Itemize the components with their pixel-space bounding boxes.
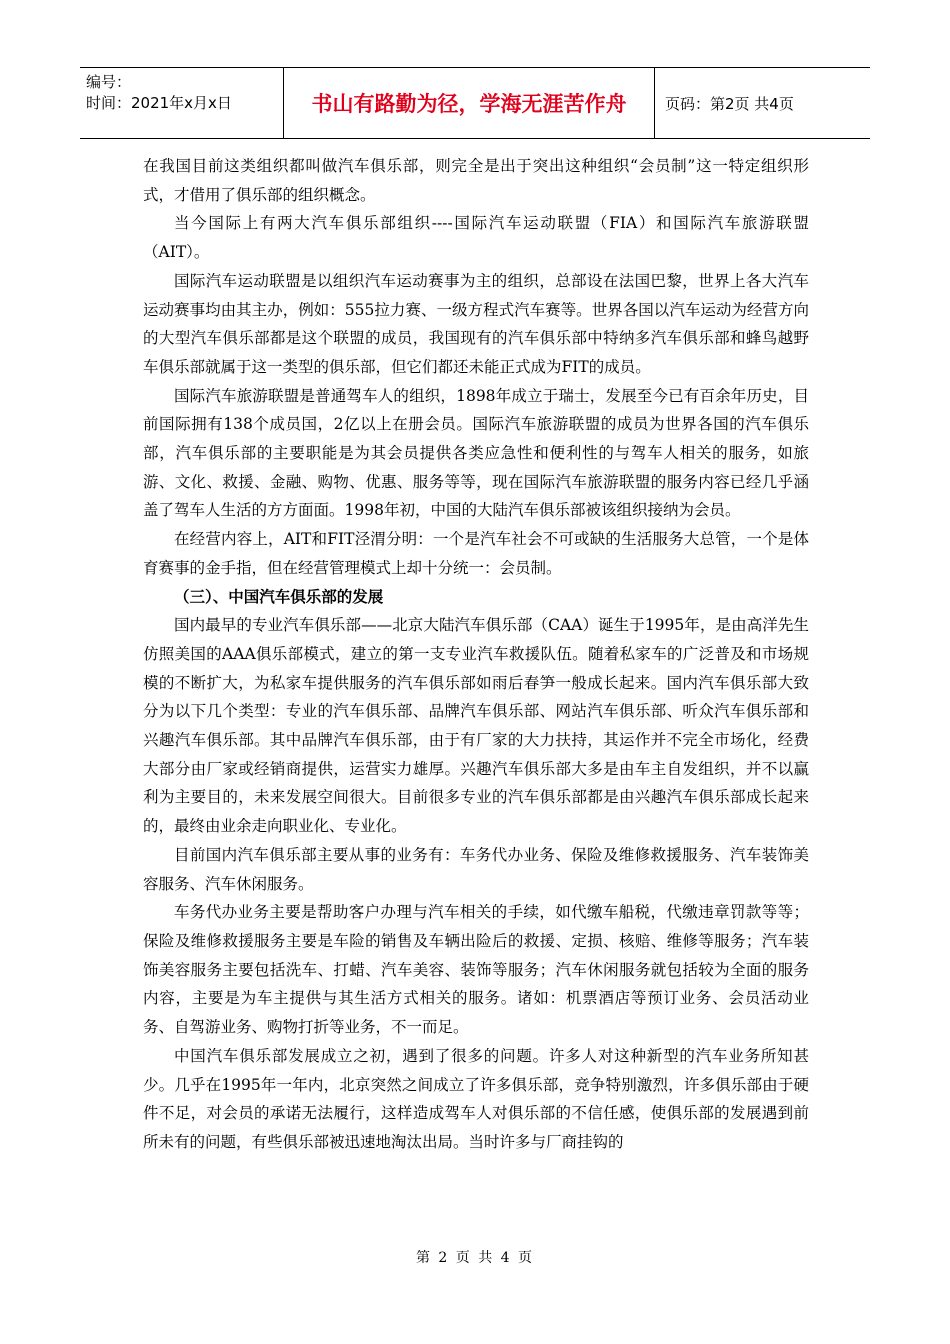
page-footer: 第 2 页 共 4 页: [415, 1250, 535, 1266]
page-header: [80, 67, 870, 139]
document-body: [143, 152, 809, 1157]
paragraph: 当今国际上有两大汽车俱乐部组织----国际汽车运动联盟（FIA）和国际汽车旅游联盟（AIT）。: [143, 214, 809, 262]
document-number-label: 编号：: [86, 73, 132, 91]
header-motto: 书山有路勤为径，学海无涯苦作舟: [283, 68, 655, 138]
paragraph: 在我国目前这类组织都叫做汽车俱乐部，则完全是出于突出这种组织“会员制”这一特定组织形式，才借用了俱乐部的组织概念。: [143, 157, 809, 204]
header-meta: [80, 68, 283, 138]
paragraph: 国际汽车运动联盟是以组织汽车运动赛事为主的组织，总部设在法国巴黎，世界上各大汽车运动赛事均由其主办，例如：555拉力赛、一级方程式汽车赛等。世界各国以汽车运动为经营方向的大型汽车俱乐部都是这个联盟的成员，我国现有的汽车俱乐部中特纳多汽车俱乐部和蜂鸟越野车俱乐部就属于这一类型的俱乐部，但它们都还未能正式成为FIT的成员。: [143, 271, 809, 376]
section-heading: （三）、中国汽车俱乐部的发展: [174, 587, 384, 606]
paragraph: 国际汽车旅游联盟是普通驾车人的组织，1898年成立于瑞士，发展至今已有百余年历史，目前国际拥有138个成员国，2亿以上在册会员。国际汽车旅游联盟的成员为世界各国的汽车俱乐部，汽车俱乐部的主要职能是为其会员提供各类应急性和便利性的与驾车人相关的服务，如旅游、文化、救援、金融、购物、优惠、服务等等，现在国际汽车旅游联盟的服务内容已经几乎涵盖了驾车人生活的方方面面。1998年初，中国的大陆汽车俱乐部被该组织接纳为会员。: [143, 386, 809, 520]
paragraph: 车务代办业务主要是帮助客户办理与汽车相关的手续，如代缴车船税，代缴违章罚款等等；保险及维修救援服务主要是车险的销售及车辆出险后的救援、定损、核赔、维修等服务；汽车装饰美容服务主要包括洗车、打蜡、汽车美容、装饰等服务；汽车休闲服务就包括较为全面的服务内容，主要是为车主提供与其生活方式相关的服务。诸如：机票酒店等预订业务、会员活动业务、自驾游业务、购物打折等业务，不一而足。: [143, 903, 809, 1037]
paragraph: 国内最早的专业汽车俱乐部——北京大陆汽车俱乐部（CAA）诞生于1995年，是由高洋先生仿照美国的AAA俱乐部模式，建立的第一支专业汽车救援队伍。随着私家车的广泛普及和市场规模的不断扩大，为私家车提供服务的汽车俱乐部如雨后春笋一般成长起来。国内汽车俱乐部大致分为以下几个类型：专业的汽车俱乐部、品牌汽车俱乐部、网站汽车俱乐部、听众汽车俱乐部和兴趣汽车俱乐部。其中品牌汽车俱乐部，由于有厂家的大力扶持，其运作并不完全市场化，经费大部分由厂家或经销商提供，运营实力雄厚。兴趣汽车俱乐部大多是由车主自发组织，并不以赢利为主要目的，未来发展空间很大。目前很多专业的汽车俱乐部都是由兴趣汽车俱乐部成长起来的，最终由业余走向职业化、专业化。: [143, 616, 809, 836]
paragraph: 中国汽车俱乐部发展成立之初，遇到了很多的问题。许多人对这种新型的汽车业务所知甚少。几乎在1995年一年内，北京突然之间成立了许多俱乐部，竞争特别激烈，许多俱乐部由于硬件不足，对会员的承诺无法履行，这样造成驾车人对俱乐部的不信任感，使俱乐部的发展遇到前所未有的问题，有些俱乐部被迅速地淘汰出局。当时许多与厂商挂钩的: [143, 1046, 809, 1151]
paragraph: 目前国内汽车俱乐部主要从事的业务有：车务代办业务、保险及维修救援服务、汽车装饰美容服务、汽车休闲服务。: [143, 845, 809, 893]
header-page-number: 页码：第2页 共4页: [665, 94, 794, 113]
paragraph: 在经营内容上，AIT和FIT泾渭分明：一个是汽车社会不可或缺的生活服务大总管，一个是体育赛事的金手指，但在经营管理模式上却十分统一：会员制。: [143, 530, 809, 577]
document-date-label: 时间：2021年x月x日: [86, 94, 232, 112]
